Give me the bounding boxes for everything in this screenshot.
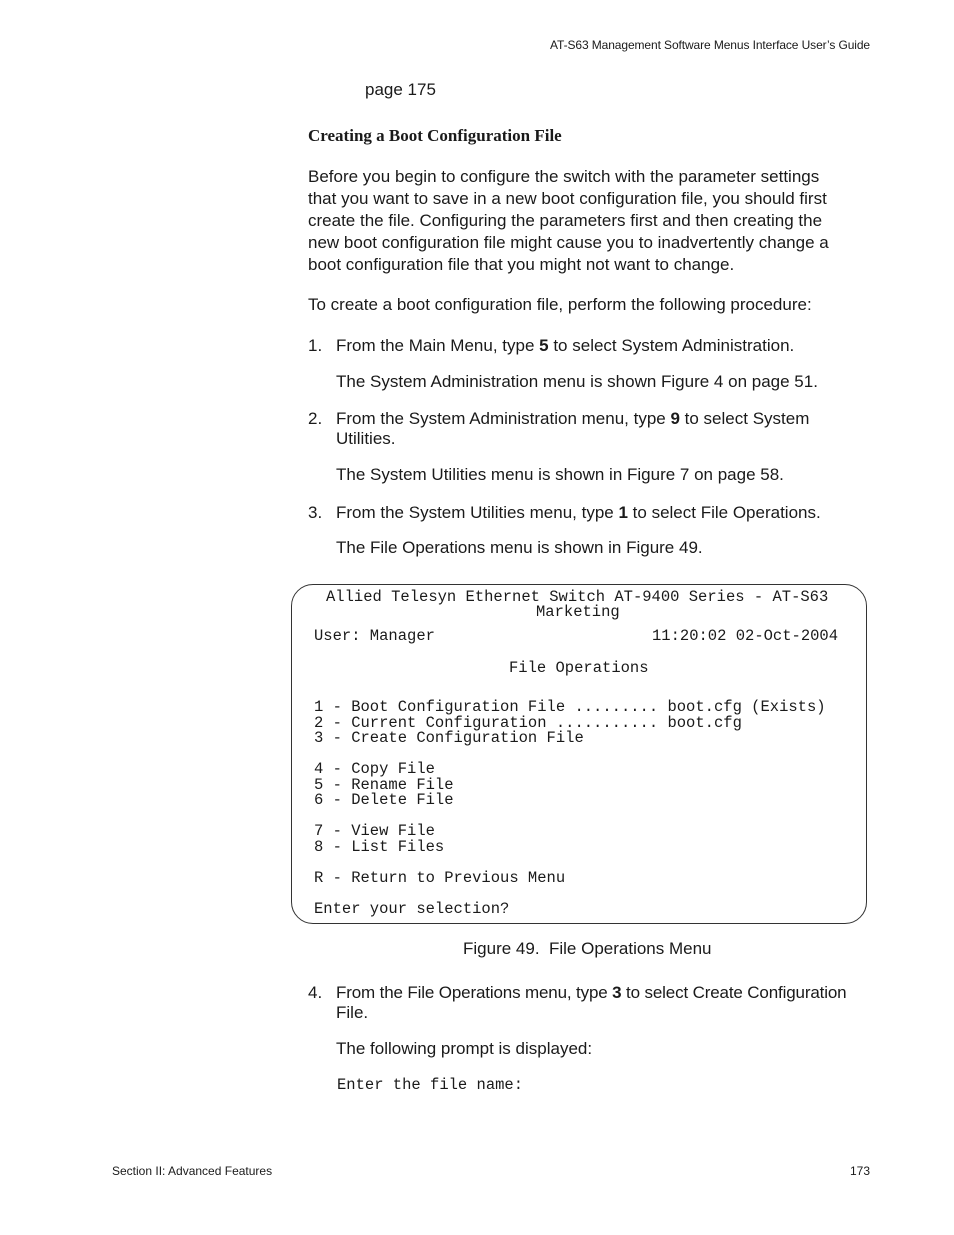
step-text: From the File Operations menu, type 3 to select Create Configuration (336, 983, 847, 1002)
key-value: 5 (539, 336, 549, 355)
menu-item: 8 - List Files (314, 837, 445, 856)
page-number: 173 (849, 1164, 870, 1178)
step-number: 2. (308, 409, 323, 428)
page-reference: page 175 (365, 80, 436, 99)
terminal-menu-title: File Operations (509, 659, 649, 677)
key-value: 1 (618, 503, 628, 522)
step-note: The following prompt is displayed: (336, 1039, 593, 1058)
step-text: From the System Administration menu, type 9 to select System (336, 409, 810, 428)
key-value: 3 (612, 983, 622, 1002)
menu-item: 4 - Copy File (314, 760, 435, 778)
section-heading: Creating a Boot Configuration File (308, 126, 562, 145)
running-header: AT-S63 Management Software Menus Interface User’s Guide (550, 38, 870, 52)
menu-item: 1 - Boot Configuration File ......... boot.cfg (Exists) (314, 698, 826, 716)
figure-caption: Figure 49. File Operations Menu (463, 939, 712, 958)
footer-section: Section II: Advanced Features (112, 1164, 273, 1178)
step-text: From the Main Menu, type 5 to select System Administration. (336, 336, 795, 355)
step-number: 1. (308, 336, 323, 355)
terminal-user: User: Manager (314, 627, 435, 645)
procedure-intro: To create a boot configuration file, perform the following procedure: (308, 295, 812, 314)
menu-item: 6 - Delete File (314, 791, 454, 809)
step-note: The File Operations menu is shown in Figure 49. (336, 538, 703, 557)
terminal-title-line2: Marketing (536, 603, 620, 621)
terminal-prompt: Enter your selection? (314, 900, 510, 918)
step-text-continued: Utilities. (336, 429, 396, 448)
menu-item: 7 - View File (314, 822, 435, 840)
step-text: From the System Utilities menu, type 1 to select File Operations. (336, 503, 821, 522)
menu-item: 3 - Create Configuration File (314, 729, 584, 747)
terminal-datetime: 11:20:02 02-Oct-2004 (652, 627, 839, 645)
menu-item: 2 - Current Configuration ........... boot.cfg (314, 713, 742, 732)
terminal-title-line1: Allied Telesyn Ethernet Switch AT-9400 Series - AT-S63 (326, 588, 829, 606)
step-note: The System Administration menu is shown Figure 4 on page 51. (336, 372, 818, 391)
key-value: 9 (670, 409, 680, 428)
step-number: 4. (308, 983, 323, 1002)
step-number: 3. (308, 503, 323, 522)
menu-item: R - Return to Previous Menu (314, 869, 566, 887)
step-note: The System Utilities menu is shown in Figure 7 on page 58. (336, 465, 784, 484)
step-text-continued: File. (336, 1003, 369, 1022)
intro-paragraph: Before you begin to configure the switch with the parameter settings that you want to save in a new boot configuration file, you should first create the file. Configuring the parameters first and then creating the new boot configuration file might cause you to inadvertently change a boot configuration file that you might not want to change. (308, 167, 829, 274)
file-name-prompt: Enter the file name: (337, 1076, 524, 1094)
menu-item: 5 - Rename File (314, 775, 454, 794)
